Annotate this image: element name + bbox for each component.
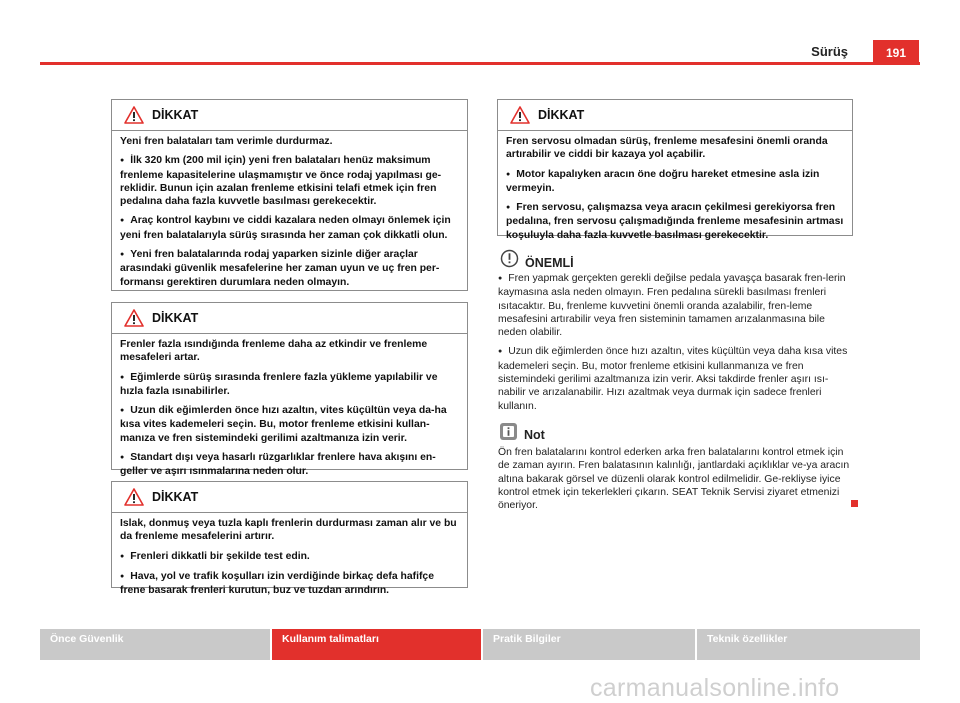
warning-box-wet-brakes bbox=[111, 481, 468, 597]
warning-bullet: ● Yeni fren balatalarında rodaj yaparken sizinle diğer araçlar arasındaki güvenlik mesafelerine her zaman uyun ve uç fren per-formansı gerektiren durumlara neden olmayın. bbox=[120, 248, 460, 289]
page-number: 191 bbox=[873, 40, 919, 65]
warning-bullet: ● Eğimlerde sürüş sırasında frenlere fazla yükleme yapılabilir ve hızla fazla ısınabilirler. bbox=[120, 371, 460, 399]
important-bullet: ● Fren yapmak gerçekten gerekli değilse pedala yavaşça basarak fren-lerin kaymasına asla neden olmayın. Fren pedalına sürekli basılması frenleri ısıtacaktır. Bu, frenleme kuvvetini önemli oranda azalabilir, fren-leme mesafesini artırabilir veya fren sisteminin tamamen arızalanmasına bile neden olabilir. bbox=[498, 272, 856, 339]
footer-tab-operating-instructions[interactable]: Kullanım talimatları bbox=[272, 629, 481, 660]
warning-title: DİKKAT bbox=[152, 108, 199, 122]
warning-triangle-icon bbox=[124, 488, 144, 506]
warning-bullet: ● İlk 320 km (200 mil için) yeni fren balataları henüz maksimum frenleme kapasitelerine ulaşmamıştır ve önce rodaj yapılması ge-reklidir. Bunun için azalan frenleme etkisini telafi etmek için fren pedalına daha fazla kuvvetle basılması gerekecektir. bbox=[120, 154, 460, 208]
warning-text: Yeni fren balataları tam verimle durdurmaz. bbox=[120, 136, 333, 147]
warning-bullet: ● Uzun dik eğimlerden önce hızı azaltın, vites küçültün veya da-ha kısa vites kademeleri seçin. Bu, motor frenleme etkisini kullan-manıza ve fren sistemindeki gerilimi azaltmanıza izin verir. bbox=[120, 404, 460, 445]
end-of-section-marker bbox=[851, 500, 858, 507]
warning-header bbox=[498, 100, 852, 131]
warning-box-new-pads bbox=[111, 99, 468, 291]
warning-triangle-icon bbox=[124, 106, 144, 124]
exclamation-circle-icon bbox=[500, 249, 519, 268]
warning-triangle-icon bbox=[124, 309, 144, 327]
footer-tab-practical-info[interactable]: Pratik Bilgiler bbox=[483, 629, 695, 660]
warning-bullet: ● Motor kapalıyken aracın öne doğru hareket etmesine asla izin vermeyin. bbox=[506, 168, 845, 196]
warning-box-overheat bbox=[111, 302, 468, 478]
warning-bullet: ● Fren servosu, çalışmazsa veya aracın çekilmesi gerekiyorsa fren pedalına, fren servosu çalışmadığında frenleme mesafesinin artması koşuluyla daha fazla kuvvetle basılması gerekecektir. bbox=[506, 201, 845, 242]
important-bullet: ● Uzun dik eğimlerden önce hızı azaltın, vites küçültün veya daha kısa vites kademeleri seçin. Bu, motor frenleme etkisini kullanmanıza ve fren sistemindeki gerilimi azaltmanıza izin verir. Aksi takdirde frenler aşırı ısı-nabilir ve arızalanabilir. Hızı azaltmak veya durmak için sadece frenleri kullanın. bbox=[498, 345, 856, 412]
footer-tab-safety[interactable]: Önce Güvenlik bbox=[40, 629, 270, 660]
note-body bbox=[498, 446, 856, 518]
important-title: ÖNEMLİ bbox=[525, 256, 574, 270]
warning-bullet: ● Hava, yol ve trafik koşulları izin verdiğinde birkaç defa hafifçe frene basarak frenleri kurutun, buz ve tuzdan arındırın. bbox=[120, 570, 460, 598]
warning-triangle-icon bbox=[510, 106, 530, 124]
warning-title: DİKKAT bbox=[538, 108, 585, 122]
warning-header bbox=[112, 100, 467, 131]
watermark: carmanualsonline.info bbox=[590, 674, 840, 702]
section-title: Sürüş bbox=[811, 44, 848, 59]
note-text: Ön fren balatalarını kontrol ederken arka fren balatalarını kontrol etmek için de zaman ayırın. Fren balatasının kalınlığı, jantlardaki açıklıklar ve-ya aracın altına bakarak görsel ve düzenli olarak kontrol edilmelidir. Ge-rekliyse iyice kontrol etmek için tekerlekleri çıkarın. SEAT Teknik Servisi ziyaret etmenizi öneriyor. bbox=[498, 447, 850, 512]
important-header bbox=[500, 246, 574, 270]
warning-title: DİKKAT bbox=[152, 311, 199, 325]
warning-title: DİKKAT bbox=[152, 490, 199, 504]
note-title: Not bbox=[524, 428, 545, 442]
footer-tab-technical-specs[interactable]: Teknik özellikler bbox=[697, 629, 920, 660]
warning-header bbox=[112, 482, 467, 513]
warning-text: Frenler fazla ısındığında frenleme daha az etkindir ve frenleme mesafeleri artar. bbox=[120, 339, 428, 364]
warning-header bbox=[112, 303, 467, 334]
warning-text: Fren servosu olmadan sürüş, frenleme mesafesini önemli oranda artırabilir ve ciddi bir kazaya yol açabilir. bbox=[506, 136, 828, 161]
warning-text: Islak, donmuş veya tuzla kaplı frenlerin durdurması zaman alır ve bu da frenleme mesafelerini artırır. bbox=[120, 518, 457, 543]
note-header bbox=[499, 420, 545, 442]
important-body bbox=[498, 272, 856, 419]
warning-bullet: ● Araç kontrol kaybını ve ciddi kazalara neden olmayı önlemek için yeni fren balatalarıyla sürüş sırasında her zaman çok dikkatli olun. bbox=[120, 214, 460, 242]
header-rule bbox=[40, 62, 920, 65]
info-note-icon bbox=[499, 422, 518, 441]
warning-box-brake-servo bbox=[497, 99, 853, 241]
footer-nav bbox=[40, 629, 920, 660]
warning-bullet: ● Frenleri dikkatli bir şekilde test edin. bbox=[120, 550, 460, 564]
warning-bullet: ● Standart dışı veya hasarlı rüzgarlıklar frenlere hava akışını en-geller ve aşırı ısınmalarına neden olur. bbox=[120, 451, 460, 479]
